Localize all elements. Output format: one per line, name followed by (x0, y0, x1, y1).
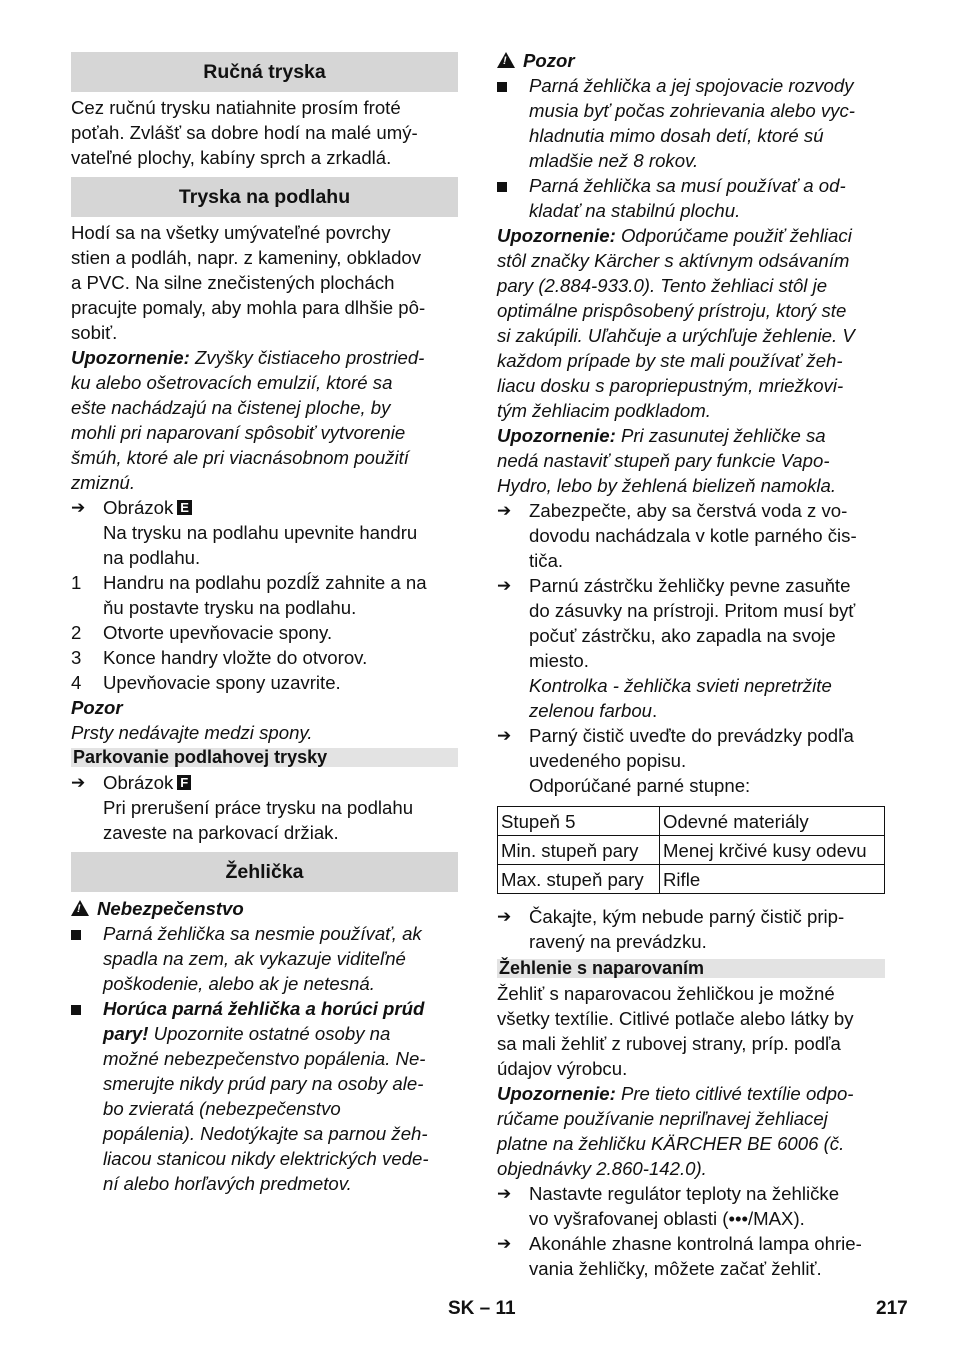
step-item (71, 620, 458, 645)
text-line: rúčame používanie nepriľnavej žehliacej (497, 1108, 828, 1129)
table-cell: Stupeň 5 (498, 807, 660, 836)
danger-bullet-1 (71, 921, 458, 996)
note-label: Upozornenie: (497, 1083, 616, 1104)
text-line: Parnú zástrčku žehličky pevne zasuňte (529, 575, 851, 596)
figure-letter-badge: E (177, 500, 192, 515)
danger-heading (71, 896, 458, 921)
text-line: zelenou farbou (529, 700, 653, 721)
instruction-wait (497, 904, 885, 954)
table-cell: Min. stupeň pary (498, 836, 660, 865)
instruction-operate (497, 723, 885, 798)
text-line: liacu dosku s paropriepustným, mriežkovi- (497, 375, 844, 396)
text-line: Hodí sa na všetky umývateľné povrchy (71, 222, 391, 243)
pozor-label: Pozor (523, 50, 575, 71)
steam-level-table (497, 806, 885, 894)
bullet-square-icon (497, 182, 507, 192)
text-line: bo zvieratá (nebezpečenstvo (103, 1098, 341, 1119)
text-line: Akonáhle zhasne kontrolná lampa ohrie- (529, 1233, 862, 1254)
figure-label: Obrázok (103, 497, 174, 518)
instruction-water (497, 498, 885, 573)
text-line: Zabezpečte, aby sa čerstvá voda z vo- (529, 500, 848, 521)
text-line: vo vyšrafovanej oblasti (•••/MAX). (529, 1208, 805, 1229)
footer-section-label: SK – 11 (448, 1298, 516, 1319)
text-line: Upevňovacie spony uzavrite. (103, 672, 341, 693)
text-line: sa mali žehliť z rubovej strany, príp. podľa (497, 1033, 841, 1054)
pozor-heading (497, 48, 885, 73)
text-line: Pri zasunutej žehličke sa (615, 425, 826, 446)
note-label: Upozornenie: (497, 225, 616, 246)
text-line: mohli pri naparovaní spôsobiť vytvorenie (71, 422, 406, 443)
instruction-temperature (497, 1181, 885, 1231)
danger-bullet-2 (71, 996, 458, 1196)
text-line: Parná žehlička sa musí používať a od- (529, 175, 846, 196)
text-line: smerujte nikdy prúd pary na osoby ale- (103, 1073, 424, 1094)
text-line: pracujte pomaly, aby mohla para dlhšie pô- (71, 297, 426, 318)
pozor-bullet-1 (497, 73, 885, 173)
text-line: sobiť. (71, 322, 118, 343)
step-number: 3 (71, 647, 82, 668)
heading-zehlicka: Žehlička (71, 852, 458, 892)
text-line: miesto. (529, 650, 589, 671)
step-item (71, 670, 458, 695)
arrow-right-icon: ➔ (497, 726, 512, 745)
figure-f-desc (71, 795, 458, 845)
text-line: šmúh, ktoré ale pri viacnásobnom použití (71, 447, 409, 468)
paragraph-rucna-tryska (71, 95, 458, 170)
arrow-right-icon: ➔ (497, 907, 512, 926)
danger-label: Nebezpečenstvo (97, 898, 244, 919)
text-line: Horúca parná žehlička a horúci prúd (103, 998, 425, 1019)
text-line: ňu postavte trysku na podlahu. (103, 597, 357, 618)
bullet-square-icon (71, 930, 81, 940)
text-line: tiča. (529, 550, 564, 571)
text-line: tým žehliacim podkladom. (497, 400, 711, 421)
text-line: na podlahu. (103, 547, 201, 568)
text-line: ní alebo horľavých predmetov. (103, 1173, 352, 1194)
step-item (71, 645, 458, 670)
pozor-label: Pozor (71, 697, 123, 718)
arrow-right-icon: ➔ (497, 1184, 512, 1203)
note-label: Upozornenie: (71, 347, 190, 368)
text-line: nedá nastaviť stupeň pary funkcie Vapo- (497, 450, 830, 471)
table-cell: Max. stupeň pary (498, 865, 660, 894)
note-sole-plate (497, 1081, 885, 1181)
warning-triangle-icon (71, 900, 89, 916)
text-line: Žehliť s naparovacou žehličkou je možné (497, 983, 835, 1004)
text-line: pary (2.884-933.0). Tento žehliaci stôl je (497, 275, 828, 296)
text-line: poškodenie, alebo ak je netesná. (103, 973, 375, 994)
step-item (71, 570, 458, 620)
text-line: Kontrolka - žehlička svieti nepretržite (529, 675, 832, 696)
text-line: do zásuvky na prístroji. Pritom musí byť (529, 600, 856, 621)
note-vapohydro (497, 423, 885, 498)
page-number: 217 (876, 1298, 908, 1319)
paragraph-tryska (71, 220, 458, 345)
text-line: každom prípade by ste mali používať žeh- (497, 350, 843, 371)
arrow-right-icon: ➔ (71, 498, 86, 517)
instruction-plug (497, 573, 885, 723)
step-number: 4 (71, 672, 82, 693)
text-line: stien a podláh, napr. z kameniny, obkladov (71, 247, 422, 268)
arrow-right-icon: ➔ (71, 773, 86, 792)
text-line: Parná žehlička a jej spojovacie rozvody (529, 75, 854, 96)
text-line: Otvorte upevňovacie spony. (103, 622, 333, 643)
text-line: Na trysku na podlahu upevnite handru (103, 522, 418, 543)
text-line: hladnutia mimo dosah detí, ktoré sú (529, 125, 824, 146)
figure-letter-badge: F (177, 775, 191, 790)
text-line: Pri prerušení práce trysku na podlahu (103, 797, 414, 818)
punctuation: . (652, 700, 658, 721)
text-line: dovodu nachádzala v kotle parného čis- (529, 525, 857, 546)
arrow-right-icon: ➔ (497, 501, 512, 520)
text-line: platne na žehličku KÄRCHER BE 6006 (č. (497, 1133, 845, 1154)
text-line: Nastavte regulátor teploty na žehličke (529, 1183, 840, 1204)
text-line: uvedeného popisu. (529, 750, 687, 771)
text-line: Upozornite ostatné osoby na (148, 1023, 391, 1044)
text-line: zaveste na parkovací držiak. (103, 822, 339, 843)
bullet-square-icon (71, 1005, 81, 1015)
table-row (498, 865, 885, 894)
text-line: ku alebo ošetrovacích emulzií, ktoré sa (71, 372, 393, 393)
text-line: liacou stanicou nikdy elektrických vede- (103, 1148, 429, 1169)
text-line: Cez ručnú trysku natiahnite prosím froté (71, 97, 401, 118)
bullet-square-icon (497, 82, 507, 92)
right-column (497, 48, 885, 1281)
table-cell: Menej krčivé kusy odevu (660, 836, 885, 865)
steps-list (71, 570, 458, 695)
text-line: musia byť počas zohrievania alebo vyc- (529, 100, 855, 121)
text-line: si zakúpili. Uľahčuje a urýchľuje žehlenie. V (497, 325, 855, 346)
text-line: Hydro, lebo by žehlená bielizeň namokla. (497, 475, 837, 496)
text-line: Konce handry vložte do otvorov. (103, 647, 368, 668)
text-line: popálenia). Nedotýkajte sa parnou žeh- (103, 1123, 428, 1144)
arrow-right-icon: ➔ (497, 576, 512, 595)
text-line: všetky textílie. Citlivé potlače alebo látky by (497, 1008, 854, 1029)
text-line: optimálne prispôsobený prístroju, ktorý ste (497, 300, 847, 321)
heading-zehlenie: Žehlenie s naparovaním (497, 959, 885, 978)
text-line: poťah. Zvlášť sa dobre hodí na malé umý- (71, 122, 418, 143)
text-line: Handru na podlahu pozdĺž zahnite a na (103, 572, 427, 593)
table-cell: Odevné materiály (660, 807, 885, 836)
warning-triangle-icon (497, 52, 515, 68)
text-line: mladšie než 8 rokov. (529, 150, 699, 171)
figure-e-desc (71, 520, 458, 570)
heading-parkovanie: Parkovanie podlahovej trysky (71, 748, 458, 767)
text-line: Parný čistič uveďte do prevádzky podľa (529, 725, 854, 746)
text-line: Odporúčané parné stupne: (529, 775, 751, 796)
instruction-lamp (497, 1231, 885, 1281)
heading-tryska-na-podlahu: Tryska na podlahu (71, 177, 458, 217)
step-number: 2 (71, 622, 82, 643)
text-line: Odporúčame použiť žehliaci (615, 225, 852, 246)
text-line: Pre tieto citlivé textílie odpo- (615, 1083, 854, 1104)
text-line: vania žehličky, môžete začať žehliť. (529, 1258, 822, 1279)
text-line: možné nebezpečenstvo popálenia. Ne- (103, 1048, 426, 1069)
pozor-bullet-2 (497, 173, 885, 223)
note-residues (71, 345, 458, 495)
text-line: ešte nachádzajú na čistenej ploche, by (71, 397, 391, 418)
text-line: spadla na zem, ak vykazuje viditeľné (103, 948, 406, 969)
text-line: kladať na stabilnú plochu. (529, 200, 741, 221)
pozor-text: Prsty nedávajte medzi spony. (71, 722, 313, 743)
text-line: Zvyšky čistiaceho prostried- (189, 347, 425, 368)
text-line: zmiznú. (71, 472, 136, 493)
figure-e-ref (71, 495, 458, 520)
step-number: 1 (71, 572, 82, 593)
bold-text: pary! (103, 1023, 149, 1044)
text-line: Čakajte, kým nebude parný čistič prip- (529, 906, 845, 927)
table-row (498, 836, 885, 865)
text-line: počuť zástrčku, ako zapadla na svoje (529, 625, 836, 646)
text-line: objednávky 2.860-142.0). (497, 1158, 707, 1179)
text-line: údajov výrobcu. (497, 1058, 628, 1079)
text-line: a PVC. Na silne znečistených plochách (71, 272, 395, 293)
text-line: vateľné plochy, kabíny sprch a zrkadlá. (71, 147, 392, 168)
paragraph-zehlenie (497, 981, 885, 1081)
heading-rucna-tryska: Ručná tryska (71, 52, 458, 92)
text-line: Parná žehlička sa nesmie používať, ak (103, 923, 422, 944)
note-label: Upozornenie: (497, 425, 616, 446)
text-line: stôl značky Kärcher s aktívnym odsávaním (497, 250, 850, 271)
figure-label: Obrázok (103, 772, 174, 793)
left-column (71, 48, 458, 1196)
note-ironing-table (497, 223, 885, 423)
figure-f-ref (71, 770, 458, 795)
arrow-right-icon: ➔ (497, 1234, 512, 1253)
table-cell: Rifle (660, 865, 885, 894)
text-line: ravený na prevádzku. (529, 931, 707, 952)
table-row (498, 807, 885, 836)
